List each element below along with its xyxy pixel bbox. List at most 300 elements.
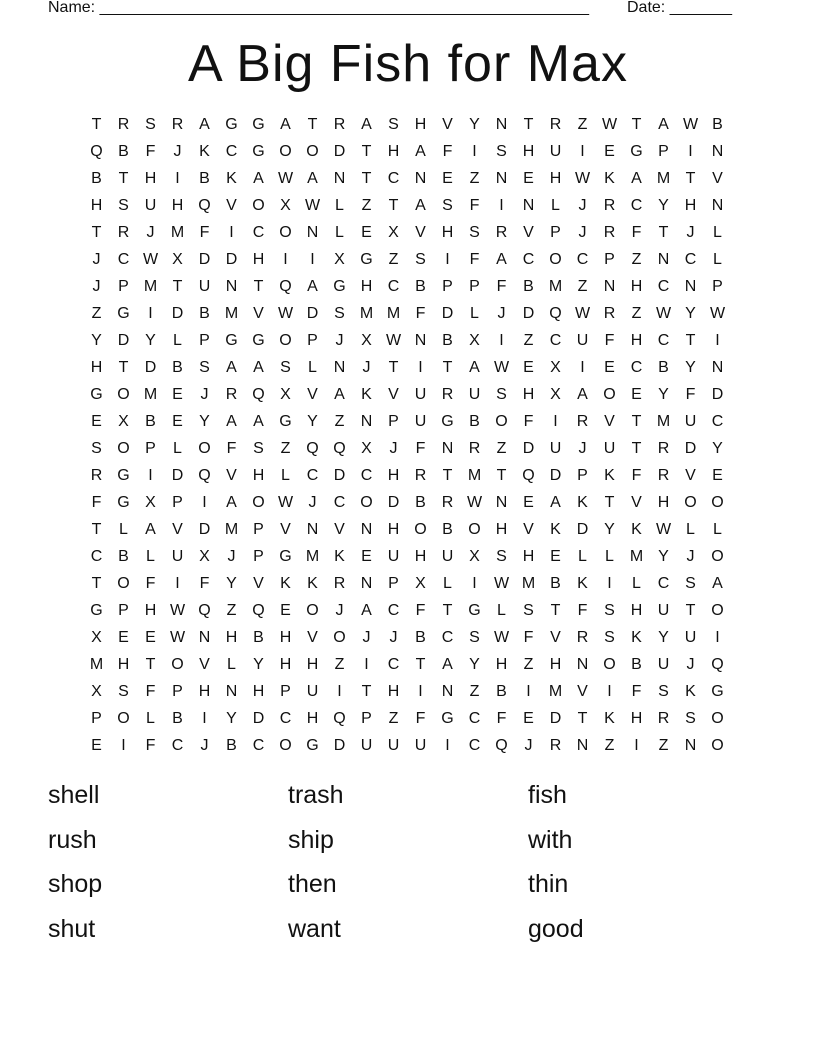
grid-letter: H — [495, 521, 508, 538]
grid-letter: S — [469, 629, 480, 646]
grid-letter: K — [307, 575, 318, 592]
grid-letter: K — [280, 575, 291, 592]
grid-letter: W — [655, 305, 672, 322]
grid-letter: R — [441, 386, 454, 403]
grid-letter: B — [631, 656, 642, 673]
grid-letter: E — [145, 629, 156, 646]
grid-letter: E — [280, 602, 291, 619]
grid-letter: C — [549, 332, 562, 349]
grid-letter: U — [144, 197, 157, 214]
grid-letter: O — [279, 224, 292, 241]
grid-letter: O — [279, 737, 292, 754]
grid-letter: Q — [198, 602, 211, 619]
grid-letter: B — [118, 548, 129, 565]
grid-letter: O — [198, 440, 211, 457]
grid-letter: Z — [496, 440, 507, 457]
grid-letter: B — [199, 170, 210, 187]
grid-letter: I — [688, 143, 693, 160]
grid-letter: H — [441, 224, 454, 241]
grid-letter: H — [360, 278, 373, 295]
grid-letter: T — [577, 710, 588, 727]
grid-letter: W — [466, 494, 483, 511]
grid-letter: I — [472, 143, 477, 160]
grid-letter: M — [224, 305, 239, 322]
grid-letter: X — [199, 548, 210, 565]
grid-letter: N — [360, 575, 373, 592]
grid-letter: A — [415, 143, 426, 160]
grid-letter: H — [144, 602, 157, 619]
grid-letter: E — [523, 710, 534, 727]
grid-letter: K — [577, 575, 588, 592]
grid-letter: N — [333, 359, 346, 376]
grid-letter: O — [306, 602, 319, 619]
grid-letter: O — [684, 494, 697, 511]
grid-letter: J — [686, 224, 695, 241]
grid-letter: I — [418, 359, 423, 376]
grid-letter: G — [252, 116, 265, 133]
grid-letter: L — [713, 521, 722, 538]
grid-letter: X — [361, 440, 372, 457]
grid-letter: T — [91, 575, 102, 592]
grid-letter: T — [118, 359, 129, 376]
grid-letter: U — [414, 737, 427, 754]
grid-letter: O — [414, 521, 427, 538]
grid-letter: H — [630, 278, 643, 295]
word-bank-item: ship — [288, 825, 334, 854]
grid-letter: A — [658, 116, 669, 133]
grid-letter: N — [441, 683, 454, 700]
grid-letter: Y — [685, 305, 696, 322]
grid-letter: K — [685, 683, 696, 700]
grid-letter: B — [226, 737, 237, 754]
grid-letter: I — [175, 575, 180, 592]
grid-letter: C — [387, 656, 400, 673]
grid-letter: Z — [226, 602, 237, 619]
grid-letter: S — [91, 440, 102, 457]
grid-letter: M — [467, 467, 482, 484]
grid-letter: P — [577, 467, 588, 484]
page-title: A Big Fish for Max — [188, 35, 628, 93]
grid-letter: X — [91, 683, 102, 700]
grid-letter: P — [658, 143, 669, 160]
grid-letter: C — [252, 737, 265, 754]
grid-letter: F — [496, 278, 507, 295]
grid-letter: C — [684, 251, 697, 268]
grid-letter: U — [387, 737, 400, 754]
grid-letter: B — [469, 413, 480, 430]
grid-letter: C — [657, 575, 670, 592]
grid-letter: G — [279, 413, 292, 430]
grid-letter: P — [388, 413, 399, 430]
grid-letter: B — [496, 683, 507, 700]
grid-letter: Y — [712, 440, 723, 457]
grid-letter: C — [468, 710, 481, 727]
grid-letter: V — [415, 224, 426, 241]
grid-letter: T — [658, 224, 669, 241]
grid-letter: H — [252, 467, 265, 484]
grid-letter: S — [388, 116, 399, 133]
grid-letter: U — [468, 386, 481, 403]
grid-letter: G — [117, 467, 130, 484]
grid-letter: P — [199, 332, 210, 349]
grid-letter: L — [470, 305, 479, 322]
grid-letter: U — [684, 413, 697, 430]
word-bank-item: trash — [288, 781, 344, 809]
grid-letter: B — [118, 143, 129, 160]
grid-letter: X — [550, 386, 561, 403]
grid-letter: L — [146, 710, 155, 727]
grid-letter: I — [472, 575, 477, 592]
grid-letter: C — [630, 359, 643, 376]
grid-letter: P — [712, 278, 723, 295]
grid-letter: I — [526, 683, 531, 700]
grid-letter: C — [387, 278, 400, 295]
grid-letter: Z — [334, 656, 345, 673]
grid-letter: G — [630, 143, 643, 160]
grid-letter: R — [333, 116, 346, 133]
grid-letter: U — [306, 683, 319, 700]
grid-letter: H — [387, 521, 400, 538]
grid-letter: A — [415, 197, 426, 214]
grid-letter: M — [548, 683, 563, 700]
grid-letter: J — [578, 440, 587, 457]
grid-letter: U — [657, 602, 670, 619]
grid-letter: C — [576, 251, 589, 268]
grid-letter: T — [631, 413, 642, 430]
grid-letter: O — [117, 710, 130, 727]
grid-letter: U — [576, 332, 589, 349]
grid-letter: I — [715, 629, 720, 646]
grid-letter: T — [550, 602, 561, 619]
grid-letter: Y — [685, 359, 696, 376]
grid-letter: J — [335, 602, 344, 619]
grid-letter: G — [360, 251, 373, 268]
grid-letter: W — [574, 305, 591, 322]
grid-letter: S — [496, 386, 507, 403]
grid-letter: K — [631, 629, 642, 646]
grid-letter: N — [333, 170, 346, 187]
grid-letter: E — [631, 386, 642, 403]
grid-letter: O — [279, 332, 292, 349]
grid-letter: L — [497, 602, 506, 619]
grid-letter: R — [657, 440, 670, 457]
grid-letter: K — [577, 494, 588, 511]
grid-letter: L — [227, 656, 236, 673]
grid-letter: F — [631, 467, 642, 484]
grid-letter: Y — [199, 413, 210, 430]
grid-letter: I — [121, 737, 126, 754]
grid-letter: T — [523, 116, 534, 133]
grid-letter: P — [442, 278, 453, 295]
grid-letter: E — [172, 386, 183, 403]
grid-letter: D — [711, 386, 724, 403]
grid-letter: C — [171, 737, 184, 754]
grid-letter: H — [387, 467, 400, 484]
grid-letter: N — [603, 278, 616, 295]
grid-letter: D — [333, 737, 346, 754]
grid-letter: N — [711, 143, 724, 160]
grid-letter: S — [685, 575, 696, 592]
grid-letter: T — [631, 440, 642, 457]
grid-letter: O — [117, 575, 130, 592]
grid-letter: A — [199, 116, 210, 133]
grid-letter: I — [445, 251, 450, 268]
grid-letter: T — [253, 278, 264, 295]
grid-letter: W — [601, 116, 618, 133]
grid-letter: H — [522, 386, 535, 403]
grid-letter: E — [172, 413, 183, 430]
grid-letter: N — [576, 656, 589, 673]
grid-letter: R — [495, 224, 508, 241]
grid-letter: P — [253, 548, 264, 565]
grid-letter: D — [333, 467, 346, 484]
grid-letter: T — [91, 116, 102, 133]
grid-letter: L — [551, 197, 560, 214]
grid-letter: A — [226, 494, 237, 511]
grid-letter: S — [658, 683, 669, 700]
grid-letter: T — [361, 170, 372, 187]
grid-letter: L — [686, 521, 695, 538]
grid-letter: Z — [361, 197, 372, 214]
grid-letter: N — [495, 116, 508, 133]
grid-letter: G — [711, 683, 724, 700]
grid-letter: T — [685, 170, 696, 187]
grid-letter: I — [607, 683, 612, 700]
grid-letter: Y — [226, 710, 237, 727]
word-bank-item: rush — [48, 825, 97, 854]
grid-letter: K — [604, 710, 615, 727]
grid-letter: D — [549, 467, 562, 484]
grid-letter: N — [576, 737, 589, 754]
grid-letter: U — [198, 278, 211, 295]
grid-letter: N — [684, 737, 697, 754]
grid-letter: O — [279, 143, 292, 160]
grid-letter: D — [576, 521, 589, 538]
grid-letter: J — [497, 305, 506, 322]
grid-letter: Z — [388, 251, 399, 268]
grid-letter: C — [225, 143, 238, 160]
grid-letter: L — [335, 224, 344, 241]
grid-letter: Z — [631, 305, 642, 322]
grid-letter: T — [145, 656, 156, 673]
grid-letter: A — [550, 494, 561, 511]
grid-letter: O — [603, 656, 616, 673]
grid-letter: L — [713, 251, 722, 268]
grid-letter: E — [523, 494, 534, 511]
grid-letter: X — [118, 413, 129, 430]
grid-letter: M — [359, 305, 374, 322]
grid-letter: Z — [631, 251, 642, 268]
grid-letter: I — [499, 197, 504, 214]
grid-letter: I — [148, 305, 153, 322]
grid-letter: P — [118, 278, 129, 295]
grid-letter: L — [173, 332, 182, 349]
grid-letter: L — [578, 548, 587, 565]
grid-letter: J — [308, 494, 317, 511]
grid-letter: I — [202, 494, 207, 511]
grid-letter: H — [549, 656, 562, 673]
grid-letter: M — [656, 413, 671, 430]
grid-letter: V — [523, 224, 534, 241]
grid-letter: T — [415, 656, 426, 673]
grid-letter: C — [360, 467, 373, 484]
grid-letter: N — [414, 170, 427, 187]
grid-letter: F — [442, 143, 453, 160]
grid-letter: S — [685, 710, 696, 727]
grid-letter: O — [549, 251, 562, 268]
grid-letter: G — [117, 305, 130, 322]
grid-letter: V — [172, 521, 183, 538]
grid-letter: V — [712, 170, 723, 187]
grid-letter: V — [280, 521, 291, 538]
grid-letter: F — [226, 440, 237, 457]
grid-letter: R — [549, 737, 562, 754]
grid-letter: N — [441, 440, 454, 457]
grid-letter: V — [442, 116, 453, 133]
grid-letter: G — [90, 602, 103, 619]
grid-letter: I — [310, 251, 315, 268]
grid-letter: U — [360, 737, 373, 754]
grid-letter: Z — [280, 440, 291, 457]
grid-letter: F — [685, 386, 696, 403]
grid-letter: J — [146, 224, 155, 241]
grid-letter: F — [415, 305, 426, 322]
date-field-line: Date: _______ — [627, 0, 732, 16]
grid-letter: N — [495, 170, 508, 187]
grid-letter: F — [469, 251, 480, 268]
grid-letter: A — [145, 521, 156, 538]
grid-letter: H — [684, 197, 697, 214]
grid-letter: N — [414, 332, 427, 349]
grid-letter: P — [91, 710, 102, 727]
grid-letter: O — [495, 413, 508, 430]
grid-letter: W — [142, 251, 159, 268]
grid-letter: C — [468, 737, 481, 754]
grid-letter: V — [523, 521, 534, 538]
grid-letter: F — [199, 575, 210, 592]
grid-letter: S — [334, 305, 345, 322]
grid-letter: E — [118, 629, 129, 646]
grid-letter: J — [362, 629, 371, 646]
grid-letter: O — [306, 143, 319, 160]
grid-letter: Z — [577, 116, 588, 133]
grid-letter: F — [631, 224, 642, 241]
grid-letter: H — [387, 143, 400, 160]
grid-letter: O — [711, 494, 724, 511]
grid-letter: H — [306, 656, 319, 673]
grid-letter: E — [550, 548, 561, 565]
grid-letter: V — [307, 386, 318, 403]
grid-letter: S — [415, 251, 426, 268]
grid-letter: M — [521, 575, 536, 592]
grid-letter: D — [171, 467, 184, 484]
grid-letter: T — [604, 494, 615, 511]
grid-letter: N — [495, 494, 508, 511]
grid-letter: Y — [604, 521, 615, 538]
grid-letter: X — [280, 386, 291, 403]
grid-letter: B — [415, 278, 426, 295]
grid-letter: P — [388, 575, 399, 592]
grid-letter: O — [333, 629, 346, 646]
grid-letter: X — [415, 575, 426, 592]
grid-letter: F — [145, 143, 156, 160]
grid-letter: L — [281, 467, 290, 484]
grid-letter: Z — [523, 332, 534, 349]
grid-letter: C — [522, 251, 535, 268]
grid-letter: S — [145, 116, 156, 133]
grid-letter: O — [603, 386, 616, 403]
grid-letter: U — [549, 143, 562, 160]
grid-letter: X — [550, 359, 561, 376]
grid-letter: P — [604, 251, 615, 268]
grid-letter: P — [172, 494, 183, 511]
grid-letter: O — [117, 440, 130, 457]
grid-letter: P — [361, 710, 372, 727]
grid-letter: C — [252, 224, 265, 241]
grid-letter: G — [441, 710, 454, 727]
grid-letter: B — [415, 494, 426, 511]
grid-letter: N — [711, 197, 724, 214]
grid-letter: Z — [469, 170, 480, 187]
grid-letter: S — [604, 602, 615, 619]
grid-letter: Q — [90, 143, 103, 160]
grid-letter: W — [277, 494, 294, 511]
grid-letter: N — [306, 521, 319, 538]
grid-letter: B — [523, 278, 534, 295]
grid-letter: I — [418, 683, 423, 700]
grid-letter: A — [577, 386, 588, 403]
grid-letter: T — [685, 332, 696, 349]
grid-letter: S — [604, 629, 615, 646]
grid-letter: B — [442, 521, 453, 538]
grid-letter: H — [522, 548, 535, 565]
grid-letter: A — [442, 656, 453, 673]
grid-letter: F — [469, 197, 480, 214]
grid-letter: Q — [279, 278, 292, 295]
grid-letter: N — [198, 629, 211, 646]
word-bank-item: shut — [48, 914, 96, 943]
grid-letter: V — [307, 629, 318, 646]
grid-letter: Y — [226, 575, 237, 592]
grid-letter: J — [335, 332, 344, 349]
grid-letter: P — [253, 521, 264, 538]
grid-letter: A — [253, 359, 264, 376]
grid-letter: R — [603, 197, 616, 214]
grid-letter: L — [713, 224, 722, 241]
grid-letter: Y — [307, 413, 318, 430]
grid-letter: O — [468, 521, 481, 538]
grid-letter: V — [631, 494, 642, 511]
grid-letter: Z — [334, 413, 345, 430]
grid-letter: D — [522, 440, 535, 457]
grid-letter: L — [632, 575, 641, 592]
grid-letter: Z — [388, 710, 399, 727]
grid-letter: J — [389, 440, 398, 457]
grid-letter: T — [361, 683, 372, 700]
grid-letter: S — [280, 359, 291, 376]
grid-letter: L — [146, 548, 155, 565]
grid-letter: X — [172, 251, 183, 268]
grid-letter: C — [333, 494, 346, 511]
grid-letter: G — [90, 386, 103, 403]
grid-letter: O — [711, 737, 724, 754]
grid-letter: B — [415, 629, 426, 646]
grid-letter: J — [578, 197, 587, 214]
grid-letter: D — [441, 305, 454, 322]
grid-letter: Q — [252, 602, 265, 619]
grid-letter: Q — [333, 710, 346, 727]
grid-letter: B — [658, 359, 669, 376]
